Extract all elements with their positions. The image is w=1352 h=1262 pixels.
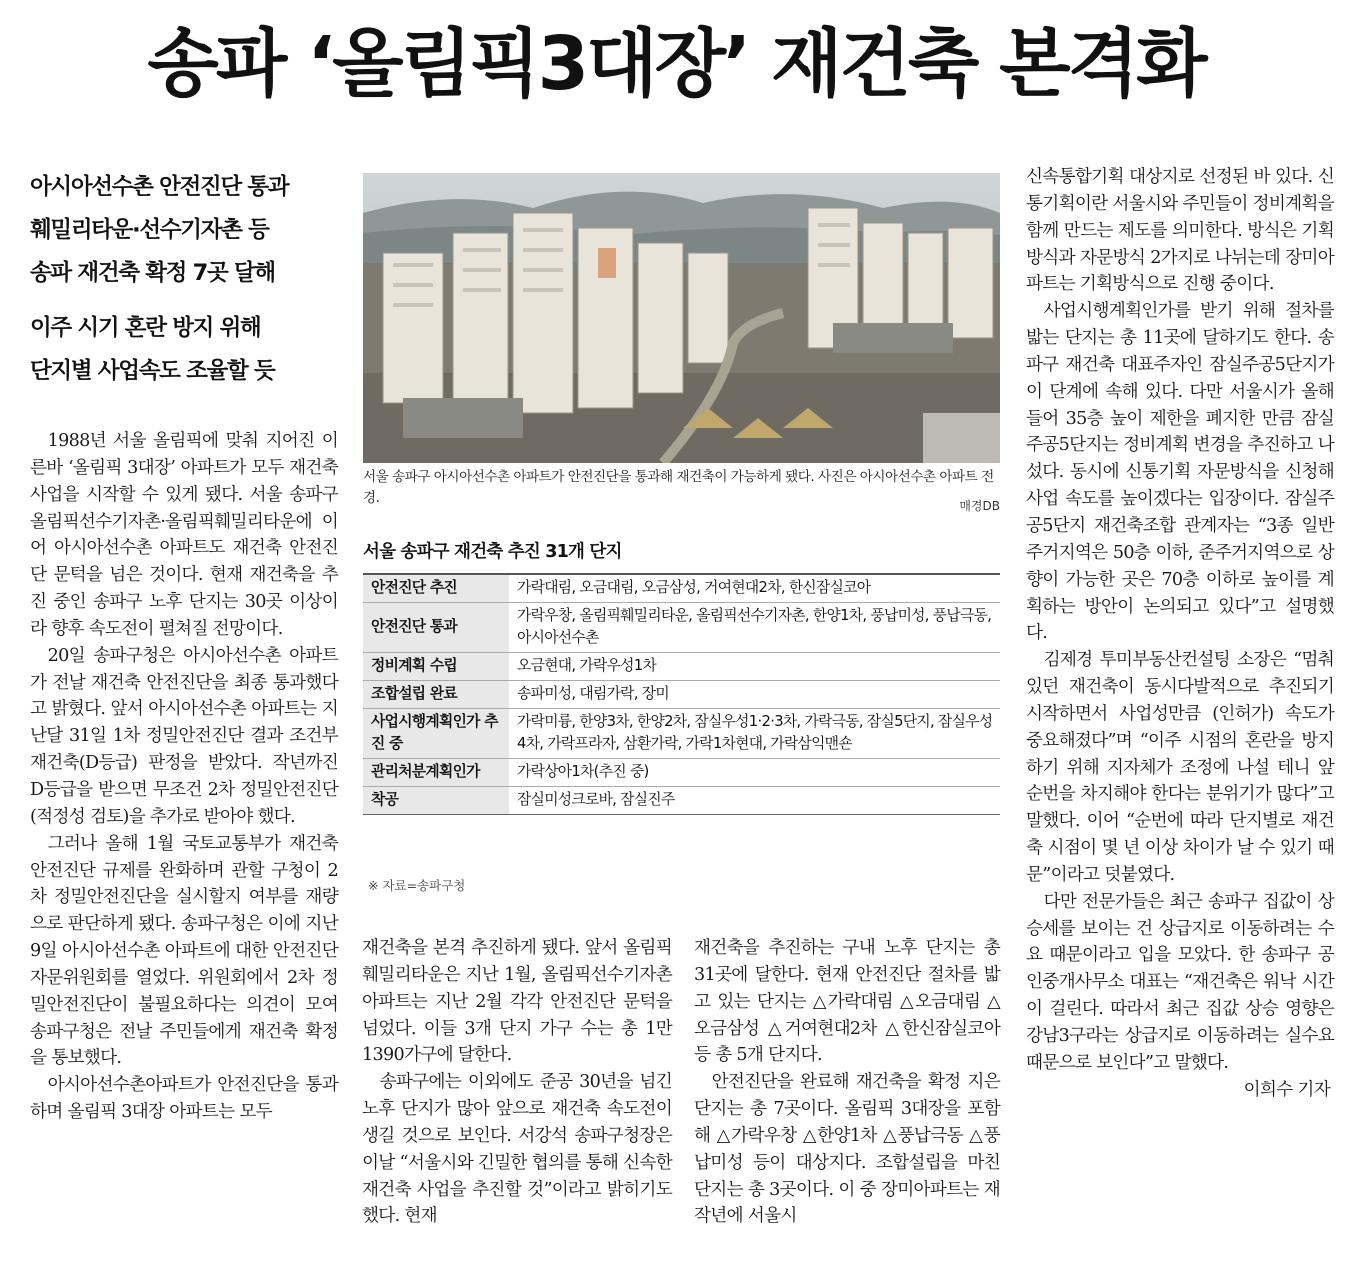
subhead-1: 아시아선수촌 안전진단 통과: [30, 174, 289, 200]
subhead-2: 훼밀리타운·선수기자촌 등: [30, 217, 269, 243]
paragraph: 재건축을 본격 추진하게 됐다. 앞서 올림픽훼밀리타운은 지난 1월, 올림픽선수기자촌 아파트는 지난 2월 각각 안전진단 문턱을 넘었다. 이들 3개 단지 가구 수는 총 1만1390가구에 달한다.: [362, 938, 672, 1066]
complexes-cell: 가락우창, 올림픽훼밀리타운, 올림픽선수기자촌, 한양1차, 풍납미성, 풍납극동, 아시아선수촌: [509, 603, 1000, 653]
paragraph: 김제경 투미부동산컨설팅 소장은 “멈춰 있던 재건축이 동시다발적으로 추진되기 시작하면서 사업성만큼 (인허가) 속도가 중요해졌다”며 “이주 시점의 혼란을 방지하기 위해 지자체가 조정에 나설 테니 앞 순번을 차지해야 한다는 분위기가 많다”고 말했다. 이어 “순번에 따라 단지별로 재건축 시점이 몇 년 이상 차이가 날 수 있기 때문”이라고 덧붙였다.: [1026, 650, 1334, 885]
table-source: ※ 자료=송파구청: [368, 878, 466, 893]
stage-cell: 조합설립 완료: [363, 681, 509, 709]
complexes-cell: 오금현대, 가락우성1차: [509, 653, 1000, 681]
stage-cell: 안전진단 통과: [363, 603, 509, 653]
subhead-3: 송파 재건축 확정 7곳 달해: [30, 260, 275, 286]
redevelopment-table: [363, 573, 1000, 815]
table-row: [363, 787, 1000, 815]
apartment-photo: [363, 173, 1000, 463]
table-row: [363, 574, 1000, 603]
stage-cell: 안전진단 추진: [363, 574, 509, 603]
photo-credit: 매경DB: [959, 499, 1000, 513]
paragraph: 20일 송파구청은 아시아선수촌 아파트가 전날 재건축 안전진단을 최종 통과했다고 밝혔다. 앞서 아시아선수촌 아파트는 지난달 31일 1차 정밀안전진단 결과 조건부 재건축(D등급) 판정을 받았다. 작년까진 D등급을 받으면 무조건 2차 정밀안전진단(적정성 검토)을 추가로 받아야 했다.: [30, 645, 338, 827]
complexes-cell: 가락상아1차(추진 중): [509, 759, 1000, 787]
table-row: [363, 653, 1000, 681]
table-row: [363, 759, 1000, 787]
subhead-4: 이주 시기 혼란 방지 위해: [30, 315, 261, 341]
complexes-cell: 송파미성, 대림가락, 장미: [509, 681, 1000, 709]
table-title: 서울 송파구 재건축 추진 31개 단지: [363, 542, 622, 562]
paragraph: 재건축을 추진하는 구내 노후 단지는 총 31곳에 달한다. 현재 안전진단 절차를 밟고 있는 단지는 △가락대림 △오금대림 △오금삼성 △거여현대2차 △한신잠실코아 등 총 5개 단지다.: [694, 938, 1000, 1066]
headline: 송파 ‘올림픽3대장’ 재건축 본격화: [147, 21, 1205, 107]
paragraph: 1988년 서울 올림픽에 맞춰 지어진 이른바 ‘올림픽 3대장’ 아파트가 모두 재건축 사업을 시작할 수 있게 됐다. 서울 송파구 올림픽선수기자촌·올림픽훼밀리타운에 이어 아시아선수촌 아파트도 재건축 안전진단 문턱을 넘은 것이다. 현재 재건축을 추진 중인 송파구 노후 단지는 30곳 이상이라 향후 속도전이 펼쳐질 전망이다.: [30, 431, 338, 639]
paragraph: 사업시행계획인가를 받기 위해 절차를 밟는 단지는 총 11곳에 달하기도 한다. 송파구 재건축 대표주자인 잠실주공5단지가 이 단계에 속해 있다. 다만 서울시가 올해 들어 35층 높이 제한을 폐지한 만큼 잠실주공5단지는 정비계획 변경을 추진하고 나섰다. 동시에 신통기획 자문방식을 신청해 사업 속도를 높이겠다는 입장이다. 잠실주공5단지 재건축조합 관계자는 “3종 일반주거지역은 50층 이하, 준주거지역으로 상향이 가능한 곳은 70층 이하로 높이를 계획하는 방안이 논의되고 있다”고 설명했다.: [1026, 301, 1334, 644]
photo-caption: 서울 송파구 아시아선수촌 아파트가 안전진단을 통과해 재건축이 가능하게 됐다. 사진은 아시아선수촌 아파트 전경.: [363, 469, 994, 506]
stage-cell: 착공: [363, 787, 509, 815]
paragraph: 안전진단을 완료해 재건축을 확정 지은 단지는 총 7곳이다. 올림픽 3대장을 포함해 △가락우창 △한양1차 △풍납극동 △풍납미성 등이 대상지다. 조합설립을 마친 단지는 총 3곳이다. 이 중 장미아파트는 재작년에 서울시: [694, 1072, 1000, 1227]
paragraph: 송파구에는 이외에도 준공 30년을 넘긴 노후 단지가 많아 앞으로 재건축 속도전이 생길 것으로 보인다. 서강석 송파구청장은 이날 “서울시와 긴밀한 협의를 통해 신속한 재건축 사업을 추진할 것”이라고 밝히기도 했다. 현재: [362, 1072, 672, 1227]
table-row: [363, 603, 1000, 653]
table-row: [363, 681, 1000, 709]
paragraph-text: 다만 전문가들은 최근 송파구 집값이 상승세를 보이는 건 상급지로 이동하려는 수요 때문이라고 입을 모았다. 한 송파구 공인중개사무소 대표는 “재건축은 워낙 시간이 걸린다. 따라서 최근 집값 상승 영향은 강남3구라는 상급지로 이동하려는 실수요 때문으로 보인다”고 말했다.: [1026, 891, 1334, 1073]
article-column-2: [362, 935, 672, 1230]
stage-cell: 정비계획 수립: [363, 653, 509, 681]
article-column-4: [1026, 164, 1334, 1104]
complexes-cell: 잠실미성크로바, 잠실진주: [509, 787, 1000, 815]
article-column-1: [30, 428, 338, 1126]
table-row: [363, 709, 1000, 759]
stage-cell: 관리처분계획인가: [363, 759, 509, 787]
subheads: [30, 166, 350, 393]
complexes-cell: 가락미륭, 한양3차, 한양2차, 잠실우성1·2·3차, 가락극동, 잠실5단지, 잠실우성4차, 가락프라자, 삼환가락, 가락1차현대, 가락삼익맨숀: [509, 709, 1000, 759]
complexes-cell: 가락대림, 오금대림, 오금삼성, 거여현대2차, 한신잠실코아: [509, 574, 1000, 603]
paragraph: 그러나 올해 1월 국토교통부가 재건축 안전진단 규제를 완화하며 관할 구청이 2차 정밀안전진단을 실시할지 여부를 재량으로 판단하게 됐다. 송파구청은 이에 지난 9일 아시아선수촌 아파트에 대한 안전진단 자문위원회를 열었다. 위원회에서 2차 정밀안전진단이 불필요하다는 의견이 모여 송파구청은 전날 주민들에게 재건축 확정을 통보했다.: [30, 833, 338, 1069]
subhead-5: 단지별 사업속도 조율할 듯: [30, 358, 275, 384]
stage-cell: 사업시행계획인가 추진 중: [363, 709, 509, 759]
paragraph: [1026, 889, 1334, 1100]
byline: 이희수 기자: [1243, 1079, 1330, 1100]
paragraph: 아시아선수촌아파트가 안전진단을 통과하며 올림픽 3대장 아파트는 모두: [30, 1075, 338, 1123]
article-column-3: [694, 935, 1000, 1230]
paragraph: 신속통합기획 대상지로 선정된 바 있다. 신통기획이란 서울시와 주민들이 정비계획을 함께 만드는 제도를 의미한다. 방식은 기획방식과 자문방식 2가지로 나뉘는데 장미아파트는 기획방식으로 진행 중이다.: [1026, 167, 1334, 295]
